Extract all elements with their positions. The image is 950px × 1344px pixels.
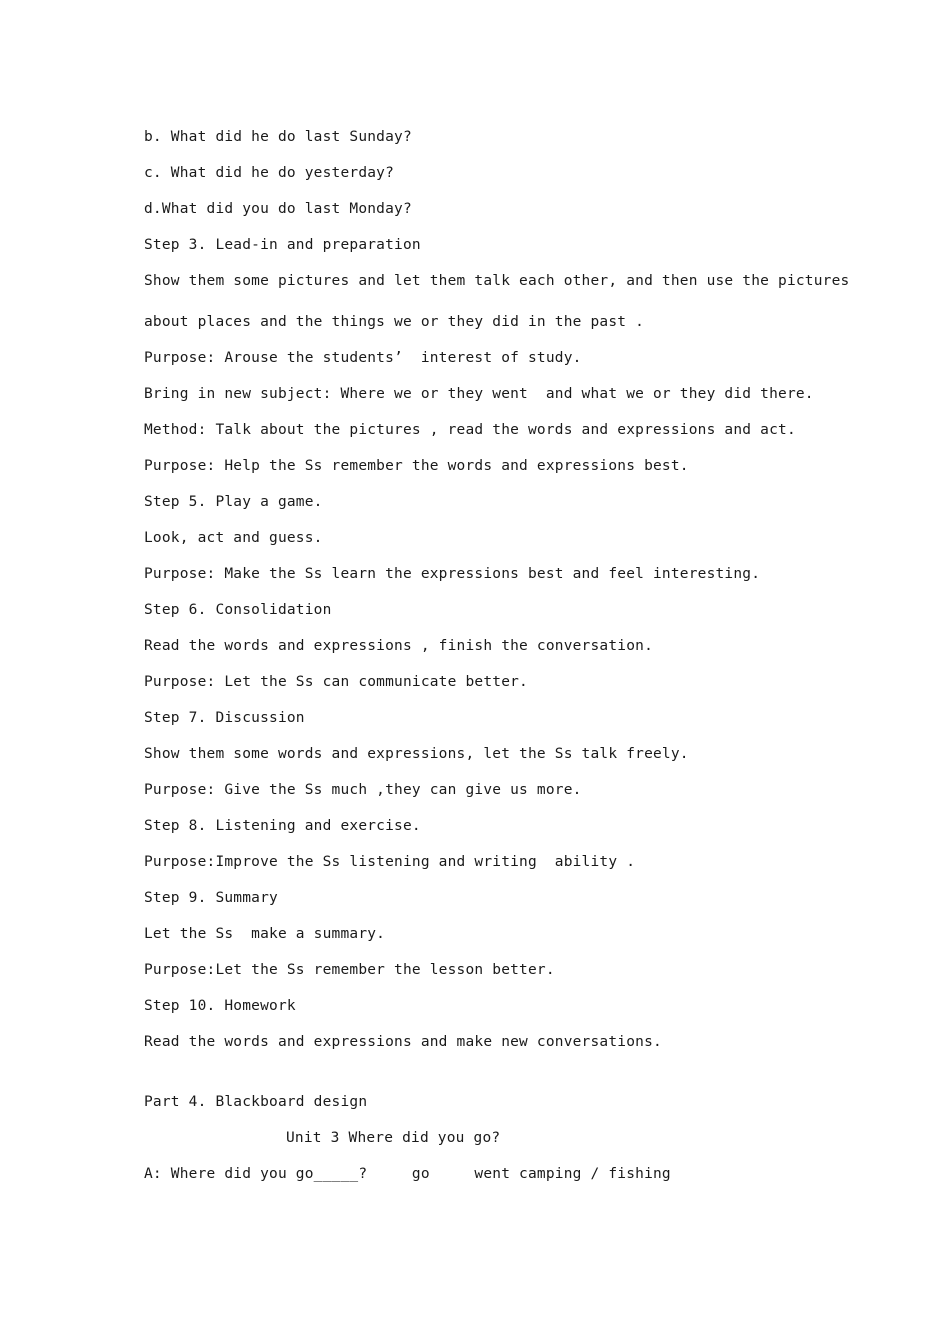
text-line: c. What did he do yesterday? xyxy=(144,165,395,181)
text-line: Purpose: Help the Ss remember the words and expressions best. xyxy=(144,458,689,474)
text-line: Purpose: Give the Ss much ,they can give us more. xyxy=(144,782,582,798)
text-line: Purpose: Make the Ss learn the expressions best and feel interesting. xyxy=(144,566,761,582)
text-line: Purpose:Improve the Ss listening and writing ability . xyxy=(144,854,636,870)
text-line: Let the Ss make a summary. xyxy=(144,926,386,942)
text-line: Purpose: Let the Ss can communicate better. xyxy=(144,674,528,690)
text-line: Read the words and expressions and make new conversations. xyxy=(144,1034,662,1050)
text-line: Look, act and guess. xyxy=(144,530,323,546)
text-line: Method: Talk about the pictures , read the words and expressions and act. xyxy=(144,422,796,438)
blackboard-title: Unit 3 Where did you go? xyxy=(286,1130,501,1146)
text-line: Purpose: Arouse the students’ interest of study. xyxy=(144,350,582,366)
text-line: Purpose:Let the Ss remember the lesson better. xyxy=(144,962,555,978)
text-line: b. What did he do last Sunday? xyxy=(144,129,412,145)
text-line: A: Where did you go_____? go went camping / fishing xyxy=(144,1166,671,1182)
text-line: Bring in new subject: Where we or they went and what we or they did there. xyxy=(144,386,814,402)
section-heading: Part 4. Blackboard design xyxy=(144,1094,368,1110)
text-line: Read the words and expressions , finish the conversation. xyxy=(144,638,653,654)
text-line: Step 6. Consolidation xyxy=(144,602,332,618)
text-line: Step 3. Lead-in and preparation xyxy=(144,237,421,253)
text-line: about places and the things we or they did in the past . xyxy=(144,314,645,330)
text-line: d.What did you do last Monday? xyxy=(144,201,412,217)
text-line: Step 8. Listening and exercise. xyxy=(144,818,421,834)
text-line: Step 9. Summary xyxy=(144,890,278,906)
text-line: Show them some words and expressions, let the Ss talk freely. xyxy=(144,746,689,762)
text-line: Step 10. Homework xyxy=(144,998,296,1014)
text-line: Step 7. Discussion xyxy=(144,710,305,726)
text-line: Step 5. Play a game. xyxy=(144,494,323,510)
text-line: Show them some pictures and let them talk each other, and then use the pictures xyxy=(144,273,850,289)
